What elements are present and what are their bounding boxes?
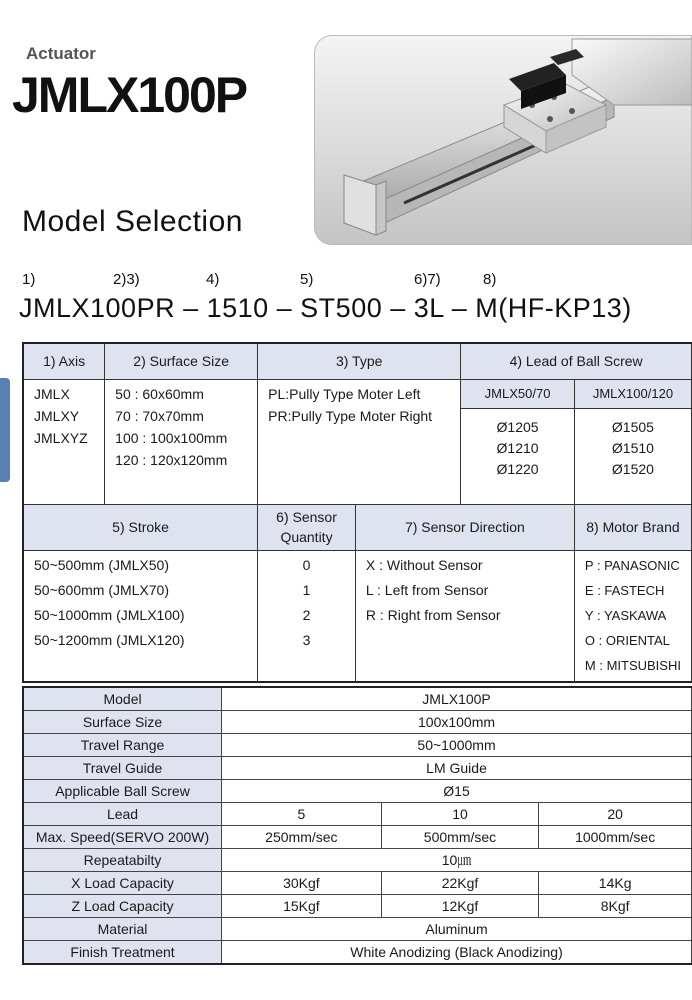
- spec-label-max-speed: Max. Speed(SERVO 200W): [23, 826, 222, 849]
- spec-value-lead-1: 5: [222, 803, 382, 826]
- spec-label-x-load: X Load Capacity: [23, 872, 222, 895]
- header-axis: 1) Axis: [23, 343, 105, 379]
- lead-50-70-cell: [461, 408, 575, 504]
- list-item: PR:Pully Type Moter Right: [268, 407, 433, 424]
- table-row: [23, 757, 692, 780]
- list-item: JMLXYZ: [34, 429, 88, 446]
- table-row: [23, 849, 692, 872]
- sensor-quantity-cell: [258, 550, 356, 682]
- list-item: 1: [302, 581, 311, 598]
- table-row: [23, 872, 692, 895]
- spec-value-x-load-3: 14Kg: [539, 872, 692, 895]
- axis-cell: [23, 379, 105, 504]
- spec-label-surface-size: Surface Size: [23, 711, 222, 734]
- header-stroke: 5) Stroke: [23, 504, 258, 550]
- list-item: 50 : 60x60mm: [115, 385, 204, 402]
- list-item: JMLX: [34, 385, 70, 402]
- type-cell: [258, 379, 461, 504]
- table-row: [23, 918, 692, 941]
- spec-value-travel-range: 50~1000mm: [222, 734, 692, 757]
- header-motor-brand: 8) Motor Brand: [574, 504, 691, 550]
- header-type: 3) Type: [258, 343, 461, 379]
- header-lead: 4) Lead of Ball Screw: [461, 343, 692, 379]
- list-item: 50~1000mm (JMLX100): [34, 606, 185, 623]
- spec-label-material: Material: [23, 918, 222, 941]
- table-row: [23, 803, 692, 826]
- spec-label-finish: Finish Treatment: [23, 941, 222, 965]
- list-item: 70 : 70x70mm: [115, 407, 204, 424]
- spec-label-travel-range: Travel Range: [23, 734, 222, 757]
- list-item: JMLXY: [34, 407, 80, 424]
- header-surface-size: 2) Surface Size: [105, 343, 258, 379]
- list-item: Ø1220: [496, 460, 539, 477]
- list-item: 120 : 120x120mm: [115, 451, 228, 468]
- list-item: Y : YASKAWA: [584, 607, 667, 623]
- list-item: L : Left from Sensor: [365, 581, 489, 598]
- product-photo: [314, 35, 692, 245]
- subheader-jmlx50-70: JMLX50/70: [461, 379, 575, 408]
- page-title: JMLX100P: [12, 67, 247, 123]
- spec-value-ball-screw: Ø15: [222, 780, 692, 803]
- subheader-jmlx100-120: JMLX100/120: [574, 379, 691, 408]
- list-item: R : Right from Sensor: [365, 606, 501, 623]
- header-sensor-quantity: 6) Sensor Quantity: [258, 504, 356, 550]
- code-marker-5: 5): [300, 271, 314, 288]
- model-selection-table: [22, 342, 692, 683]
- list-item: 0: [302, 556, 311, 573]
- spec-label-travel-guide: Travel Guide: [23, 757, 222, 780]
- table-row: [23, 895, 692, 918]
- linear-actuator-photo: [314, 35, 692, 245]
- code-marker-1: 1): [22, 271, 36, 288]
- table-row: [23, 826, 692, 849]
- spec-value-x-load-1: 30Kgf: [222, 872, 382, 895]
- side-tab-marker: [0, 378, 10, 482]
- list-item: M : MITSUBISHI: [584, 657, 681, 673]
- spec-value-model: JMLX100P: [222, 687, 692, 711]
- table-row: [23, 780, 692, 803]
- spec-value-lead-2: 10: [381, 803, 539, 826]
- spec-label-model: Model: [23, 687, 222, 711]
- spec-label-lead: Lead: [23, 803, 222, 826]
- header-sensor-direction: 7) Sensor Direction: [355, 504, 574, 550]
- lead-100-120-cell: [574, 408, 691, 504]
- spec-value-travel-guide: LM Guide: [222, 757, 692, 780]
- spec-label-repeatability: Repeatabilty: [23, 849, 222, 872]
- spec-value-max-speed-3: 1000mm/sec: [539, 826, 692, 849]
- list-item: 50~600mm (JMLX70): [34, 581, 170, 598]
- list-item: 50~1200mm (JMLX120): [34, 631, 185, 648]
- spec-label-z-load: Z Load Capacity: [23, 895, 222, 918]
- table-row: [23, 711, 692, 734]
- table-row: [23, 687, 692, 711]
- stroke-cell: [23, 550, 258, 682]
- list-item: Ø1205: [496, 418, 539, 435]
- spec-value-z-load-1: 15Kgf: [222, 895, 382, 918]
- code-marker-2-3: 2)3): [113, 271, 140, 288]
- spec-value-max-speed-1: 250mm/sec: [222, 826, 382, 849]
- code-marker-4: 4): [206, 271, 220, 288]
- list-item: X : Without Sensor: [365, 556, 483, 573]
- code-marker-8: 8): [483, 271, 497, 288]
- spec-value-max-speed-2: 500mm/sec: [381, 826, 539, 849]
- spec-table: [22, 686, 692, 965]
- spec-value-x-load-2: 22Kgf: [381, 872, 539, 895]
- spec-value-material: Aluminum: [222, 918, 692, 941]
- list-item: PL:Pully Type Moter Left: [268, 385, 421, 402]
- table-row: [23, 734, 692, 757]
- spec-value-surface-size: 100x100mm: [222, 711, 692, 734]
- section-title: Model Selection: [22, 205, 243, 238]
- list-item: Ø1520: [611, 460, 654, 477]
- spec-value-repeatability: 10㎛: [222, 849, 692, 872]
- header-subtitle: Actuator: [26, 44, 96, 63]
- list-item: Ø1210: [496, 439, 539, 456]
- model-code: JMLX100PR – 1510 – ST500 – 3L – M(HF-KP13): [19, 293, 632, 323]
- list-item: O : ORIENTAL: [584, 632, 670, 648]
- surface-size-cell: [105, 379, 258, 504]
- list-item: Ø1510: [611, 439, 654, 456]
- list-item: 3: [302, 631, 311, 648]
- table-row: [23, 941, 692, 965]
- list-item: Ø1505: [611, 418, 654, 435]
- list-item: 2: [302, 606, 311, 623]
- list-item: 100 : 100x100mm: [115, 429, 228, 446]
- spec-value-lead-3: 20: [539, 803, 692, 826]
- list-item: 50~500mm (JMLX50): [34, 556, 170, 573]
- motor-brand-cell: [574, 550, 691, 682]
- code-marker-6-7: 6)7): [414, 271, 441, 288]
- list-item: P : PANASONIC: [584, 557, 680, 573]
- spec-label-ball-screw: Applicable Ball Screw: [23, 780, 222, 803]
- sensor-direction-cell: [355, 550, 574, 682]
- spec-value-finish: White Anodizing (Black Anodizing): [222, 941, 692, 965]
- spec-value-z-load-2: 12Kgf: [381, 895, 539, 918]
- list-item: E : FASTECH: [584, 582, 665, 598]
- spec-value-z-load-3: 8Kgf: [539, 895, 692, 918]
